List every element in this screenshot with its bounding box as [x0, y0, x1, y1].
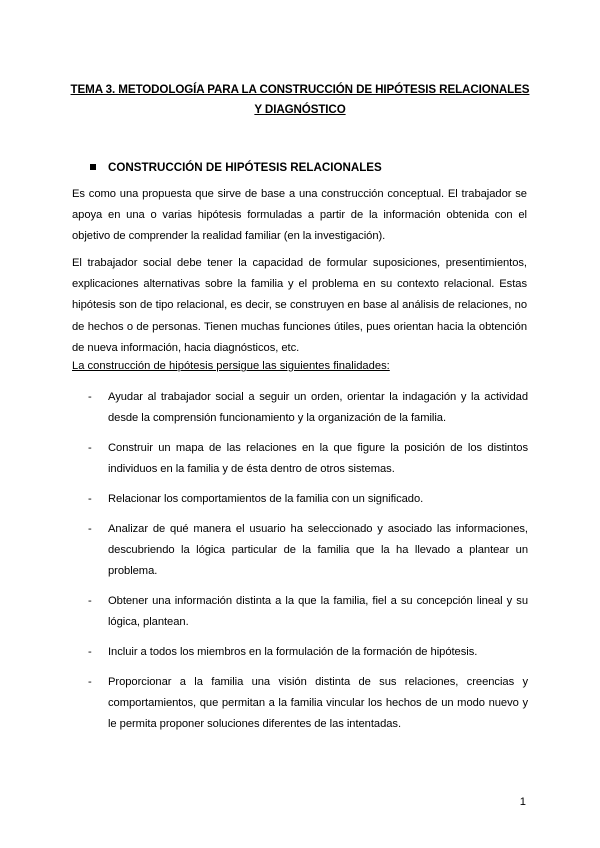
page-number: 1	[519, 796, 526, 808]
list-item-text: Construir un mapa de las relaciones en la que figure la posición de los distintos individuos en la familia y de ésta dentro de otros sistemas.	[108, 442, 528, 475]
dash-marker: -	[88, 442, 92, 454]
paragraph-1: Es como una propuesta que sirve de base a una construcción conceptual. El trabajador se apoya en una o varias hipótesis formuladas a partir de la información obtenida con el objetivo de comprender la realidad familiar (en la investigación).	[72, 188, 527, 243]
list-item-text: Incluir a todos los miembros en la formulación de la formación de hipótesis.	[108, 646, 478, 658]
document-title-line-2: Y DIAGNÓSTICO	[254, 103, 346, 116]
dash-marker: -	[88, 676, 92, 688]
document-title-line-1: TEMA 3. METODOLOGÍA PARA LA CONSTRUCCIÓN DE HIPÓTESIS RELACIONALES	[70, 83, 530, 96]
dash-marker: -	[88, 523, 92, 535]
section-heading	[90, 159, 382, 177]
list-item-text: Ayudar al trabajador social a seguir un orden, orientar la indagación y la actividad desde la comprensión funcionamiento y la organización de la familia.	[108, 391, 528, 424]
dash-marker: -	[88, 391, 92, 403]
square-bullet-icon	[90, 164, 96, 170]
dash-marker: -	[88, 493, 92, 505]
list-item	[88, 387, 528, 429]
list-item	[88, 642, 528, 663]
list-item-text: Relacionar los comportamientos de la familia con un significado.	[108, 493, 424, 505]
list-item-text: Obtener una información distinta a la que la familia, fiel a su concepción lineal y su lógica, plantean.	[108, 595, 528, 628]
list-item-text: Analizar de qué manera el usuario ha seleccionado y asociado las informaciones, descubriendo la lógica particular de la familia que la ha llevado a plantear un problema.	[108, 523, 528, 577]
list-item	[88, 591, 528, 633]
list-item-text: Proporcionar a la familia una visión distinta de sus relaciones, creencias y comportamientos, que permitan a la familia vincular los hechos de un modo nuevo y le permita proponer soluciones diferentes de las intentadas.	[108, 676, 528, 730]
list-item	[88, 489, 528, 510]
list-item	[88, 438, 528, 480]
list-item	[88, 519, 528, 582]
paragraph-2: El trabajador social debe tener la capacidad de formular suposiciones, presentimientos, explicaciones alternativas sobre la familia y el problema en su contexto relacional. Estas hipótesis son de tipo relacional, es decir, se construyen en base al análisis de relaciones, no de hechos o de personas. Tienen muchas funciones útiles, pues orientan hacia la obtención de nueva información, hacia diagnósticos, etc.	[72, 257, 527, 354]
dash-marker: -	[88, 595, 92, 607]
list-subheading: La construcción de hipótesis persigue las siguientes finalidades:	[72, 360, 390, 372]
section-heading-text: CONSTRUCCIÓN DE HIPÓTESIS RELACIONALES	[108, 161, 382, 174]
list-item	[88, 672, 528, 735]
dash-marker: -	[88, 646, 92, 658]
objectives-list	[88, 387, 528, 744]
